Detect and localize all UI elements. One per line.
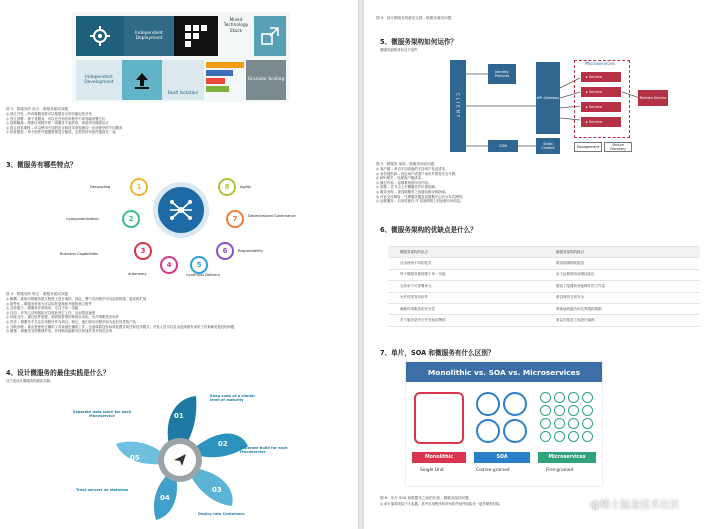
table-cell: 难以在服务之间进行编码 — [556, 318, 595, 323]
service-box: ▸ Service — [581, 72, 621, 82]
figure2-caption: 图 2：微服务的 优点 - 微服务面试问题 — [6, 107, 69, 111]
practice-num-04: 04 — [160, 494, 170, 502]
section4-intro: 以下是设计微服务的最佳实践： — [6, 379, 54, 383]
section5-intro: 微服务架构具有以下组件： — [380, 48, 421, 52]
soa-label: SOA — [474, 452, 530, 463]
section7-heading: 7、单片，SOA 和微服务有什么区别？ — [380, 349, 495, 357]
soa-sub: Coarse-grained — [476, 468, 510, 473]
advantages-figure — [72, 12, 290, 102]
feature-node-1: 1 — [130, 178, 148, 196]
architecture-comparison-figure — [406, 362, 602, 486]
cdn-box: CDN — [488, 140, 518, 152]
table-cell: 增加了配置和其他操作的工作量 — [556, 283, 605, 288]
upload-icon — [132, 70, 152, 90]
feature-node-5: 5 — [190, 256, 208, 274]
practice-label-03: Separate build for each Microservice — [240, 446, 288, 455]
table-row — [388, 270, 700, 281]
feature-label-continous-delivery: Continous Delivery — [186, 273, 221, 277]
list-item: ◎ 服务发现 – 查找微服务之间通信路径的指南。 — [376, 189, 449, 194]
list-item: ◎ 内容交付网络 – 代理服务器及其数据中心的分布式网络。 — [376, 194, 466, 199]
section4-heading: 4、设计微服务的最佳实践是什么？ — [6, 369, 110, 377]
tile-upload-icon-box — [122, 60, 162, 100]
feature-node-7: 7 — [226, 210, 244, 228]
feature-node-2: 2 — [122, 210, 140, 228]
table-cell: 自由使用不同的技术 — [400, 261, 432, 266]
microservices-label: Microservices — [538, 452, 596, 463]
architecture-list — [376, 167, 465, 204]
table-row — [388, 258, 700, 269]
monolithic-label: Monolithic — [412, 452, 466, 463]
table-row — [388, 304, 700, 315]
features-diagram — [60, 172, 300, 284]
list-item: ◎ API 网关 – 处理客户端请求。 — [376, 176, 425, 181]
architecture-diagram — [448, 58, 672, 156]
document-page-left — [0, 0, 358, 529]
table-header-pros: 微服务架构的优点 — [400, 249, 428, 254]
architecture-connectors — [448, 58, 672, 156]
tile-independent-deployment: Independent Deployment — [124, 16, 174, 56]
list-item: ◎ 静态内容 – 容纳系统的所有内容。 — [376, 180, 432, 185]
list-item: ◎ 责任 – 微服务不关注应用程序作为项目。相反，他们将应用程序视为他们负责的产品 — [6, 319, 136, 324]
list-item: ◎ 自治 – 开发人员和团队可以彼此独立工作，从而提高速度 — [6, 310, 96, 315]
monolithic-box-icon — [414, 392, 464, 444]
list-item: ◎ 业务能力 – 微服务非常简单，专注于单一功能 — [6, 306, 79, 311]
tile-gear-icon-box — [76, 16, 124, 56]
list-item: ◎ 独立开发 – 所有微服务都可以根据各自的功能轻松开发 — [6, 112, 92, 116]
remote-service-box: Remote Service — [638, 90, 668, 106]
list-item: ◎ 独立部署 – 基于其服务，可以在任何应用程序中单独地部署它们 — [6, 116, 106, 121]
tile-independent-development: Independent Development — [76, 60, 122, 100]
client-box: CLIENT — [450, 60, 466, 152]
advantages-list — [6, 112, 122, 135]
feature-label-responsibility: Responsibility — [238, 249, 263, 253]
soa-circles-icon — [476, 392, 528, 444]
feature-label-business-capabilities: Business Capabilities — [60, 252, 98, 256]
network-hub-icon — [168, 197, 194, 223]
tile-granular-scaling: Granular Scaling — [246, 60, 286, 100]
api-gateway-box: API Gateway — [536, 62, 560, 134]
tile-scale-icon-box — [254, 16, 286, 56]
grid-icon — [184, 24, 208, 48]
section3-heading: 3、微服务有哪些特点？ — [6, 161, 77, 169]
table-cell: 由于远程调用而增加延迟 — [556, 272, 595, 277]
practice-label-04: Deploy into Containers — [198, 512, 245, 516]
list-item: ◎ 解耦 – 系统内的服务很大程度上是分离的。因此，整个应用程序可以轻松构建，更改和扩展 — [6, 297, 147, 301]
paper-plane-icon — [173, 453, 187, 467]
figure3-caption: 图 3：微服务的 特点 - 微服务面试问题 — [6, 292, 69, 296]
list-item: ◎ 分散治理 – 重点是使用正确的工具来做正确的工作。这意味着没有标准化模式或任何技术模式。开发人员可以自由选择最有用的工具来解决他们的问题 — [6, 324, 235, 329]
practice-num-02: 02 — [218, 440, 228, 448]
feature-label-componentization: Componentization — [66, 217, 99, 221]
table-cell: 多个服务是并行开发和部署的 — [400, 318, 446, 323]
feature-label-agility: Agility — [240, 185, 252, 189]
pros-cons-table — [388, 246, 700, 327]
feature-label-decentralized-governance: Decentralized Governance — [248, 214, 296, 218]
monolithic-sub: Single Unit — [420, 468, 444, 473]
table-row — [388, 315, 700, 326]
service-box: ▸ Service — [581, 87, 621, 97]
list-item: ◎ 混合技术堆栈 – 可以使用不同的语言和技术来构建同一应用程序的不同服务 — [6, 125, 123, 130]
practice-num-01: 01 — [174, 412, 184, 420]
feature-node-4: 4 — [160, 256, 178, 274]
list-item: ◎ 管理 – 在节点上平衡服务并识别故障。 — [376, 185, 439, 190]
comparison-title-bar: Monolithic vs. SOA vs. Microservices — [406, 362, 602, 382]
practice-label-01: Separate data store for each Microservice — [72, 410, 132, 419]
list-item: ◎ 故障隔离 – 即使应用程序的一项服务不起作用，系统仍可继续运行 — [6, 121, 109, 126]
features-list — [6, 297, 346, 334]
practice-num-03: 03 — [212, 486, 222, 494]
microservices-sub: Fine-grained — [546, 468, 574, 473]
identity-provider-box: Identity Provider — [488, 64, 516, 84]
resize-icon — [260, 26, 280, 46]
list-item: ◎ 客户端 – 来自不同设备的不同用户发送请求。 — [376, 167, 449, 171]
feature-node-3: 3 — [134, 242, 152, 260]
table-cell: 难以保持交易安全 — [556, 295, 584, 300]
feature-label-decoupling: Decoupling — [90, 185, 111, 189]
document-page-right — [364, 0, 720, 529]
table-cell: 增加故障排除挑战 — [556, 261, 584, 266]
figure5-caption: 图 5：微服务 架构 - 微服务面试问题 — [376, 162, 435, 166]
best-practices-diagram — [70, 388, 310, 524]
table-row — [388, 293, 700, 304]
list-item: ◎ 粒度缩放 – 单个组件可根据需要进行缩放，无需将所有组件缩放在一起 — [6, 130, 116, 135]
table-cell: 允许经常发布软件 — [400, 295, 428, 300]
table-header-cons: 微服务架构的缺点 — [556, 249, 584, 254]
section6-heading: 6、微服务架构的优缺点是什么？ — [380, 226, 477, 234]
service-discovery-box: Service Discovery — [604, 142, 632, 152]
tile-mixed-technology-stack: Mixed Technology Stack — [223, 18, 249, 34]
practices-petals — [70, 388, 310, 524]
service-box: ▸ Service — [581, 102, 621, 112]
table-row — [388, 281, 700, 292]
feature-node-8: 8 — [218, 178, 236, 196]
list-item: ◎ 组件化 – 微服务被视为可以轻松更换和升级的独立组件 — [6, 301, 92, 306]
list-item: ◎ 持续交付 – 通过软件创建，测试和批准的系统自动化，允许频繁发布软件 — [6, 315, 119, 320]
static-content-box: Static Content — [536, 138, 560, 154]
figure4-caption: 图 4：设计微服务的最佳实践 - 微服务面试问题 — [376, 16, 452, 20]
table-cell: 每个微服务都侧重于单一功能 — [400, 272, 446, 277]
hub-circle — [153, 182, 209, 238]
list-item: ◎ 敏捷 – 微服务支持敏捷开发。任何新功能都可以快速开发并再次丢弃 — [6, 329, 113, 334]
table-cell: 艰难地跨越各种边界跟踪数据 — [556, 306, 602, 311]
table-header-row — [388, 247, 700, 258]
figure6-caption: 图 6：单片 SOA 和微服务之间的比较 - 微服务面试问题 — [380, 496, 469, 500]
tile-fault-isolation: Fault Isolation — [162, 60, 204, 100]
list-item: ◎ 单片架构类似于大容器，其中应用程序的所有软件组件组装在一起并紧密封装。 — [380, 502, 503, 506]
service-box: ▸ Service — [581, 117, 621, 127]
table-cell: 确保每项服务的安全性 — [400, 306, 435, 311]
practice-label-02: Keep code at a similar level of maturity — [210, 394, 256, 403]
watermark: @稀土掘金技术社区 — [590, 500, 680, 511]
tile-grid-icon-box — [174, 16, 218, 56]
feature-node-6: 6 — [216, 242, 234, 260]
list-item: ◎ 远程服务 – 启用驻留在 IT 设备网络上的远程访问信息。 — [376, 199, 464, 204]
microservices-label: Microservices — [585, 62, 615, 67]
management-box: Management — [574, 142, 602, 152]
section5-heading: 5、微服务架构如何运作？ — [380, 38, 458, 46]
feature-label-autonomy: Autonomy — [128, 272, 147, 276]
tech-logos-icon — [206, 62, 244, 98]
microservices-circles-icon — [540, 392, 596, 444]
table-cell: 支持单个可部署单元 — [400, 283, 432, 288]
practice-num-05: 05 — [130, 454, 140, 462]
list-item: ◎ 身份提供商 – 验证用户或客户身份并颁发安全令牌。 — [376, 171, 459, 176]
practice-label-05: Treat servers as stateless — [76, 488, 129, 492]
gear-icon — [88, 24, 112, 48]
